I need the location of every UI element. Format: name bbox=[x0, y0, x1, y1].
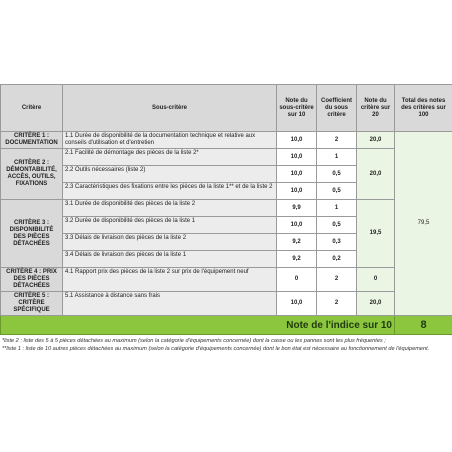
criterion-name: CRITÈRE 2 : DÉMONTABILITÉ, ACCÈS, OUTILS, FIXATIONS bbox=[1, 149, 63, 200]
repairability-table bbox=[0, 84, 452, 335]
table-row bbox=[1, 268, 452, 292]
header-coef: Coefficient du sous critère bbox=[317, 85, 357, 132]
sub-criterion-note: 9,9 bbox=[277, 200, 317, 217]
header-critere: Critère bbox=[1, 85, 63, 132]
sub-criterion-label: 4.1 Rapport prix des pièces de la liste 2 sur prix de l'équipement neuf bbox=[63, 268, 277, 292]
criterion-note-20: 20,0 bbox=[357, 292, 395, 316]
sub-criterion-note: 10,0 bbox=[277, 149, 317, 166]
header-row bbox=[1, 85, 452, 132]
sub-criterion-label: 3.4 Délais de livraison des pièces de la liste 1 bbox=[63, 251, 277, 268]
sub-criterion-label: 3.1 Durée de disponibilité des pièces de la liste 2 bbox=[63, 200, 277, 217]
sub-criterion-label: 2.3 Caractéristiques des fixations entre les pièces de la liste 1** et de la liste 2 bbox=[63, 183, 277, 200]
table-row bbox=[1, 292, 452, 316]
sub-criterion-coef: 0,2 bbox=[317, 251, 357, 268]
sub-criterion-note: 10,0 bbox=[277, 166, 317, 183]
criterion-note-20: 20,0 bbox=[357, 149, 395, 200]
index-label: Note de l'indice sur 10 bbox=[1, 316, 395, 335]
sub-criterion-coef: 2 bbox=[317, 268, 357, 292]
repairability-table-container bbox=[0, 84, 452, 335]
sub-criterion-coef: 1 bbox=[317, 200, 357, 217]
criterion-name: CRITÈRE 5 : CRITÈRE SPÉCIFIQUE bbox=[1, 292, 63, 316]
sub-criterion-label: 2.1 Facilité de démontage des pièces de la liste 2* bbox=[63, 149, 277, 166]
sub-criterion-label: 1.1 Durée de disponibilité de la documentation technique et relative aux conseils d'utilisation et d'entretien bbox=[63, 132, 277, 149]
sub-criterion-note: 10,0 bbox=[277, 217, 317, 234]
sub-criterion-note: 0 bbox=[277, 268, 317, 292]
criterion-name: CRITÈRE 4 : PRIX DES PIÈCES DÉTACHÉES bbox=[1, 268, 63, 292]
table-row bbox=[1, 149, 452, 166]
header-total: Total des notes des critères sur 100 bbox=[395, 85, 452, 132]
index-row bbox=[1, 316, 452, 335]
sub-criterion-note: 10,0 bbox=[277, 292, 317, 316]
header-sous-critere: Sous-critère bbox=[63, 85, 277, 132]
header-note-critere: Note du critère sur 20 bbox=[357, 85, 395, 132]
sub-criterion-note: 10,0 bbox=[277, 183, 317, 200]
criterion-note-20: 20,0 bbox=[357, 132, 395, 149]
criterion-note-20: 19,5 bbox=[357, 200, 395, 268]
footnotes bbox=[2, 337, 450, 353]
table-row bbox=[1, 200, 452, 217]
criterion-note-20: 0 bbox=[357, 268, 395, 292]
sub-criterion-label: 5.1 Assistance à distance sans frais bbox=[63, 292, 277, 316]
table-row bbox=[1, 132, 452, 149]
sub-criterion-note: 10,0 bbox=[277, 132, 317, 149]
footnote-liste-1: **liste 1 : liste de 10 autres pièces détachées au maximum (selon la catégorie d'équipements concernée) dont le bon état est nécessaire au fonctionnement de l'équipement. bbox=[2, 346, 430, 352]
sub-criterion-coef: 0,5 bbox=[317, 166, 357, 183]
sub-criterion-label: 3.3 Délais de livraison des pièces de la liste 2 bbox=[63, 234, 277, 251]
sub-criterion-coef: 0,5 bbox=[317, 183, 357, 200]
sub-criterion-note: 9,2 bbox=[277, 251, 317, 268]
total-score: 79,5 bbox=[395, 132, 452, 316]
sub-criterion-coef: 0,3 bbox=[317, 234, 357, 251]
sub-criterion-coef: 2 bbox=[317, 132, 357, 149]
footnote-liste-2: *liste 2 : liste des 5 à 5 pièces détachées au maximum (selon la catégorie d'équipements concernée) dont la casse ou les pannes sont les plus fréquentes ; bbox=[2, 338, 386, 344]
sub-criterion-coef: 0,5 bbox=[317, 217, 357, 234]
sub-criterion-note: 9,2 bbox=[277, 234, 317, 251]
sub-criterion-coef: 1 bbox=[317, 149, 357, 166]
criterion-name: CRITÈRE 1 : DOCUMENTATION bbox=[1, 132, 63, 149]
sub-criterion-label: 3.2 Durée de disponibilité des pièces de la liste 1 bbox=[63, 217, 277, 234]
criterion-name: CRITÈRE 3 : DISPONIBILITÉ DES PIÈCES DÉTACHÉES bbox=[1, 200, 63, 268]
sub-criterion-coef: 2 bbox=[317, 292, 357, 316]
header-note-sous: Note du sous-critère sur 10 bbox=[277, 85, 317, 132]
sub-criterion-label: 2.2 Outils nécessaires (liste 2) bbox=[63, 166, 277, 183]
index-value: 8 bbox=[395, 316, 452, 335]
